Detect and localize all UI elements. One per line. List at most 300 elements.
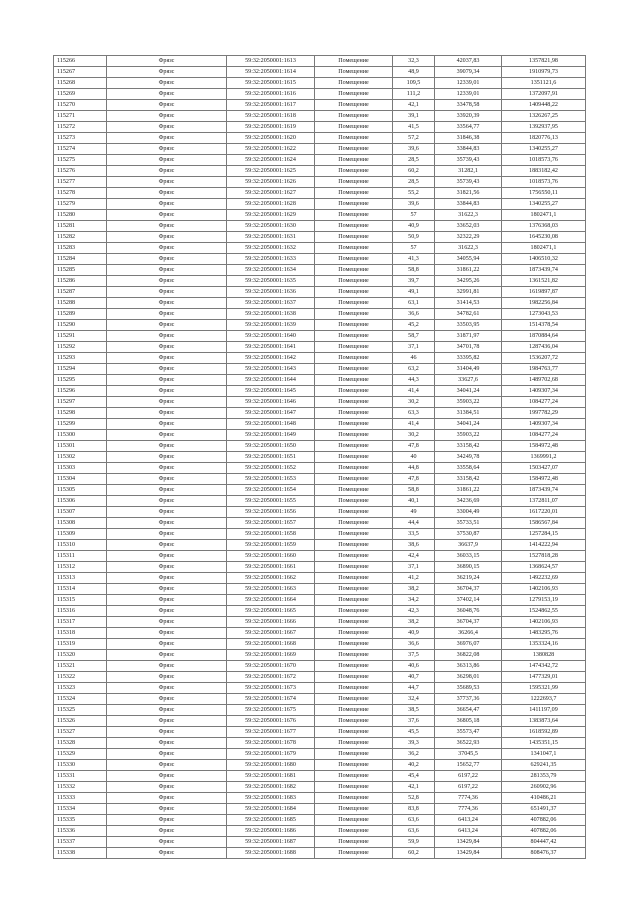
record-id-cell: 115329 bbox=[54, 749, 107, 760]
cadastral-value-cell: 1411197,09 bbox=[502, 705, 586, 716]
region-cell: Фрязс bbox=[107, 430, 227, 441]
cadastral-value-cell: 1984763,77 bbox=[502, 364, 586, 375]
unit-price-cell: 37402,14 bbox=[435, 595, 502, 606]
cadastral-number-cell: 59:32:2050001:1633 bbox=[227, 254, 315, 265]
record-id-cell: 115322 bbox=[54, 672, 107, 683]
record-id-cell: 115266 bbox=[54, 56, 107, 67]
table-row bbox=[54, 89, 586, 100]
unit-price-cell: 12339,01 bbox=[435, 89, 502, 100]
region-cell: Фрязс bbox=[107, 265, 227, 276]
region-cell: Фрязс bbox=[107, 705, 227, 716]
area-cell: 39,6 bbox=[393, 199, 435, 210]
cadastral-value-cell: 1326267,25 bbox=[502, 111, 586, 122]
cadastral-number-cell: 59:32:2050001:1642 bbox=[227, 353, 315, 364]
unit-price-cell: 35739,43 bbox=[435, 177, 502, 188]
area-cell: 83,8 bbox=[393, 804, 435, 815]
table-row bbox=[54, 199, 586, 210]
record-id-cell: 115287 bbox=[54, 287, 107, 298]
area-cell: 37,5 bbox=[393, 650, 435, 661]
cadastral-number-cell: 59:32:2050001:1645 bbox=[227, 386, 315, 397]
region-cell: Фрязс bbox=[107, 188, 227, 199]
record-id-cell: 115301 bbox=[54, 441, 107, 452]
table-row bbox=[54, 265, 586, 276]
region-cell: Фрязс bbox=[107, 551, 227, 562]
cadastral-value-cell: 1873439,74 bbox=[502, 265, 586, 276]
object-type-cell: Помещение bbox=[315, 650, 393, 661]
cadastral-number-cell: 59:32:2050001:1684 bbox=[227, 804, 315, 815]
region-cell: Фрязс bbox=[107, 738, 227, 749]
object-type-cell: Помещение bbox=[315, 78, 393, 89]
cadastral-number-cell: 59:32:2050001:1653 bbox=[227, 474, 315, 485]
area-cell: 45,4 bbox=[393, 771, 435, 782]
cadastral-number-cell: 59:32:2050001:1643 bbox=[227, 364, 315, 375]
area-cell: 40,2 bbox=[393, 760, 435, 771]
record-id-cell: 115310 bbox=[54, 540, 107, 551]
cadastral-value-cell: 1870884,64 bbox=[502, 331, 586, 342]
cadastral-value-cell: 1372097,91 bbox=[502, 89, 586, 100]
cadastral-number-cell: 59:32:2050001:1622 bbox=[227, 144, 315, 155]
table-row bbox=[54, 606, 586, 617]
cadastral-value-cell: 1477329,01 bbox=[502, 672, 586, 683]
cadastral-number-cell: 59:32:2050001:1654 bbox=[227, 485, 315, 496]
object-type-cell: Помещение bbox=[315, 210, 393, 221]
record-id-cell: 115325 bbox=[54, 705, 107, 716]
region-cell: Фрязс bbox=[107, 628, 227, 639]
cadastral-value-cell: 1018573,76 bbox=[502, 155, 586, 166]
area-cell: 48,9 bbox=[393, 67, 435, 78]
table-row bbox=[54, 727, 586, 738]
record-id-cell: 115333 bbox=[54, 793, 107, 804]
region-cell: Фрязс bbox=[107, 155, 227, 166]
record-id-cell: 115307 bbox=[54, 507, 107, 518]
cadastral-value-cell: 1802471,1 bbox=[502, 243, 586, 254]
object-type-cell: Помещение bbox=[315, 826, 393, 837]
table-row bbox=[54, 672, 586, 683]
object-type-cell: Помещение bbox=[315, 540, 393, 551]
area-cell: 38,5 bbox=[393, 705, 435, 716]
area-cell: 39,6 bbox=[393, 144, 435, 155]
object-type-cell: Помещение bbox=[315, 617, 393, 628]
unit-price-cell: 35573,47 bbox=[435, 727, 502, 738]
table-row bbox=[54, 309, 586, 320]
table-row bbox=[54, 617, 586, 628]
cadastral-value-cell: 1273043,53 bbox=[502, 309, 586, 320]
object-type-cell: Помещение bbox=[315, 331, 393, 342]
cadastral-number-cell: 59:32:2050001:1682 bbox=[227, 782, 315, 793]
cadastral-value-cell: 1802471,1 bbox=[502, 210, 586, 221]
area-cell: 32,4 bbox=[393, 694, 435, 705]
object-type-cell: Помещение bbox=[315, 397, 393, 408]
table-row bbox=[54, 573, 586, 584]
unit-price-cell: 42037,83 bbox=[435, 56, 502, 67]
unit-price-cell: 31861,22 bbox=[435, 265, 502, 276]
unit-price-cell: 34295,26 bbox=[435, 276, 502, 287]
area-cell: 58,8 bbox=[393, 485, 435, 496]
record-id-cell: 115298 bbox=[54, 408, 107, 419]
cadastral-number-cell: 59:32:2050001:1670 bbox=[227, 661, 315, 672]
record-id-cell: 115326 bbox=[54, 716, 107, 727]
table-row bbox=[54, 331, 586, 342]
table-row bbox=[54, 232, 586, 243]
cadastral-value-cell: 629241,35 bbox=[502, 760, 586, 771]
record-id-cell: 115277 bbox=[54, 177, 107, 188]
area-cell: 41,4 bbox=[393, 386, 435, 397]
table-row bbox=[54, 848, 586, 859]
region-cell: Фрязс bbox=[107, 848, 227, 859]
cadastral-value-cell: 1527818,28 bbox=[502, 551, 586, 562]
record-id-cell: 115274 bbox=[54, 144, 107, 155]
region-cell: Фрязс bbox=[107, 760, 227, 771]
table-row bbox=[54, 683, 586, 694]
record-id-cell: 115311 bbox=[54, 551, 107, 562]
table-row bbox=[54, 419, 586, 430]
record-id-cell: 115309 bbox=[54, 529, 107, 540]
area-cell: 41,2 bbox=[393, 573, 435, 584]
record-id-cell: 115304 bbox=[54, 474, 107, 485]
record-id-cell: 115296 bbox=[54, 386, 107, 397]
object-type-cell: Помещение bbox=[315, 243, 393, 254]
record-id-cell: 115337 bbox=[54, 837, 107, 848]
region-cell: Фрязс bbox=[107, 573, 227, 584]
object-type-cell: Помещение bbox=[315, 144, 393, 155]
cadastral-value-cell: 1883182,42 bbox=[502, 166, 586, 177]
region-cell: Фрязс bbox=[107, 331, 227, 342]
region-cell: Фрязс bbox=[107, 309, 227, 320]
cadastral-number-cell: 59:32:2050001:1675 bbox=[227, 705, 315, 716]
area-cell: 58,7 bbox=[393, 331, 435, 342]
cadastral-value-cell: 1340255,27 bbox=[502, 144, 586, 155]
table-row bbox=[54, 804, 586, 815]
cadastral-number-cell: 59:32:2050001:1660 bbox=[227, 551, 315, 562]
cadastral-value-cell: 1340255,27 bbox=[502, 199, 586, 210]
table-row bbox=[54, 628, 586, 639]
record-id-cell: 115308 bbox=[54, 518, 107, 529]
object-type-cell: Помещение bbox=[315, 496, 393, 507]
cadastral-value-cell: 1503427,07 bbox=[502, 463, 586, 474]
area-cell: 36,6 bbox=[393, 309, 435, 320]
object-type-cell: Помещение bbox=[315, 155, 393, 166]
cadastral-value-cell: 1489702,68 bbox=[502, 375, 586, 386]
record-id-cell: 115283 bbox=[54, 243, 107, 254]
object-type-cell: Помещение bbox=[315, 353, 393, 364]
table-row bbox=[54, 408, 586, 419]
region-cell: Фрязс bbox=[107, 474, 227, 485]
object-type-cell: Помещение bbox=[315, 760, 393, 771]
region-cell: Фрязс bbox=[107, 254, 227, 265]
region-cell: Фрязс bbox=[107, 419, 227, 430]
unit-price-cell: 33395,82 bbox=[435, 353, 502, 364]
record-id-cell: 115275 bbox=[54, 155, 107, 166]
table-row bbox=[54, 463, 586, 474]
unit-price-cell: 12339,01 bbox=[435, 78, 502, 89]
table-row bbox=[54, 562, 586, 573]
object-type-cell: Помещение bbox=[315, 639, 393, 650]
table-row bbox=[54, 375, 586, 386]
table-row bbox=[54, 496, 586, 507]
cadastral-value-cell: 407882,06 bbox=[502, 815, 586, 826]
area-cell: 37,1 bbox=[393, 562, 435, 573]
area-cell: 38,2 bbox=[393, 584, 435, 595]
area-cell: 50,9 bbox=[393, 232, 435, 243]
table-row bbox=[54, 518, 586, 529]
object-type-cell: Помещение bbox=[315, 298, 393, 309]
object-type-cell: Помещение bbox=[315, 287, 393, 298]
record-id-cell: 115319 bbox=[54, 639, 107, 650]
record-id-cell: 115312 bbox=[54, 562, 107, 573]
table-row bbox=[54, 276, 586, 287]
cadastral-number-cell: 59:32:2050001:1674 bbox=[227, 694, 315, 705]
area-cell: 28,5 bbox=[393, 177, 435, 188]
record-id-cell: 115281 bbox=[54, 221, 107, 232]
record-id-cell: 115324 bbox=[54, 694, 107, 705]
record-id-cell: 115267 bbox=[54, 67, 107, 78]
unit-price-cell: 33844,83 bbox=[435, 199, 502, 210]
region-cell: Фрязс bbox=[107, 463, 227, 474]
object-type-cell: Помещение bbox=[315, 793, 393, 804]
cadastral-number-cell: 59:32:2050001:1639 bbox=[227, 320, 315, 331]
unit-price-cell: 34701,78 bbox=[435, 342, 502, 353]
cadastral-number-cell: 59:32:2050001:1687 bbox=[227, 837, 315, 848]
unit-price-cell: 31871,97 bbox=[435, 331, 502, 342]
cadastral-number-cell: 59:32:2050001:1636 bbox=[227, 287, 315, 298]
object-type-cell: Помещение bbox=[315, 705, 393, 716]
region-cell: Фрязс bbox=[107, 408, 227, 419]
area-cell: 44,4 bbox=[393, 518, 435, 529]
area-cell: 57 bbox=[393, 210, 435, 221]
table-row bbox=[54, 243, 586, 254]
cadastral-value-cell: 1222693,7 bbox=[502, 694, 586, 705]
cadastral-number-cell: 59:32:2050001:1663 bbox=[227, 584, 315, 595]
area-cell: 42,3 bbox=[393, 606, 435, 617]
area-cell: 58,8 bbox=[393, 265, 435, 276]
cadastral-number-cell: 59:32:2050001:1624 bbox=[227, 155, 315, 166]
table-row bbox=[54, 826, 586, 837]
cadastral-number-cell: 59:32:2050001:1649 bbox=[227, 430, 315, 441]
unit-price-cell: 32322,29 bbox=[435, 232, 502, 243]
record-id-cell: 115276 bbox=[54, 166, 107, 177]
region-cell: Фрязс bbox=[107, 826, 227, 837]
cadastral-value-cell: 260902,96 bbox=[502, 782, 586, 793]
region-cell: Фрязс bbox=[107, 562, 227, 573]
area-cell: 42,4 bbox=[393, 551, 435, 562]
area-cell: 28,5 bbox=[393, 155, 435, 166]
cadastral-number-cell: 59:32:2050001:1666 bbox=[227, 617, 315, 628]
table-row bbox=[54, 793, 586, 804]
region-cell: Фрязс bbox=[107, 232, 227, 243]
record-id-cell: 115318 bbox=[54, 628, 107, 639]
object-type-cell: Помещение bbox=[315, 441, 393, 452]
region-cell: Фрязс bbox=[107, 320, 227, 331]
object-type-cell: Помещение bbox=[315, 232, 393, 243]
unit-price-cell: 13429,84 bbox=[435, 848, 502, 859]
record-id-cell: 115306 bbox=[54, 496, 107, 507]
unit-price-cell: 33627,6 bbox=[435, 375, 502, 386]
object-type-cell: Помещение bbox=[315, 562, 393, 573]
region-cell: Фрязс bbox=[107, 89, 227, 100]
region-cell: Фрязс bbox=[107, 199, 227, 210]
cadastral-value-cell: 1492232,69 bbox=[502, 573, 586, 584]
record-id-cell: 115302 bbox=[54, 452, 107, 463]
object-type-cell: Помещение bbox=[315, 419, 393, 430]
object-type-cell: Помещение bbox=[315, 507, 393, 518]
cadastral-value-cell: 1409307,34 bbox=[502, 419, 586, 430]
area-cell: 63,6 bbox=[393, 826, 435, 837]
cadastral-value-cell: 1383873,64 bbox=[502, 716, 586, 727]
table-row bbox=[54, 320, 586, 331]
cadastral-number-cell: 59:32:2050001:1632 bbox=[227, 243, 315, 254]
cadastral-number-cell: 59:32:2050001:1678 bbox=[227, 738, 315, 749]
object-type-cell: Помещение bbox=[315, 342, 393, 353]
region-cell: Фрязс bbox=[107, 210, 227, 221]
record-id-cell: 115286 bbox=[54, 276, 107, 287]
cadastral-number-cell: 59:32:2050001:1665 bbox=[227, 606, 315, 617]
unit-price-cell: 35733,51 bbox=[435, 518, 502, 529]
unit-price-cell: 36805,18 bbox=[435, 716, 502, 727]
record-id-cell: 115294 bbox=[54, 364, 107, 375]
record-id-cell: 115314 bbox=[54, 584, 107, 595]
area-cell: 42,1 bbox=[393, 782, 435, 793]
object-type-cell: Помещение bbox=[315, 529, 393, 540]
cadastral-number-cell: 59:32:2050001:1673 bbox=[227, 683, 315, 694]
area-cell: 44,3 bbox=[393, 375, 435, 386]
region-cell: Фрязс bbox=[107, 100, 227, 111]
table-row bbox=[54, 551, 586, 562]
object-type-cell: Помещение bbox=[315, 364, 393, 375]
table-row bbox=[54, 100, 586, 111]
object-type-cell: Помещение bbox=[315, 320, 393, 331]
cadastral-value-cell: 1756550,11 bbox=[502, 188, 586, 199]
area-cell: 45,5 bbox=[393, 727, 435, 738]
object-type-cell: Помещение bbox=[315, 375, 393, 386]
record-id-cell: 115297 bbox=[54, 397, 107, 408]
area-cell: 63,6 bbox=[393, 815, 435, 826]
table-row bbox=[54, 177, 586, 188]
unit-price-cell: 34782,61 bbox=[435, 309, 502, 320]
object-type-cell: Помещение bbox=[315, 848, 393, 859]
cadastral-number-cell: 59:32:2050001:1626 bbox=[227, 177, 315, 188]
cadastral-value-cell: 281353,79 bbox=[502, 771, 586, 782]
table-row bbox=[54, 452, 586, 463]
object-type-cell: Помещение bbox=[315, 254, 393, 265]
area-cell: 49 bbox=[393, 507, 435, 518]
cadastral-number-cell: 59:32:2050001:1680 bbox=[227, 760, 315, 771]
table-row bbox=[54, 782, 586, 793]
cadastral-number-cell: 59:32:2050001:1620 bbox=[227, 133, 315, 144]
region-cell: Фрязс bbox=[107, 518, 227, 529]
object-type-cell: Помещение bbox=[315, 551, 393, 562]
cadastral-number-cell: 59:32:2050001:1625 bbox=[227, 166, 315, 177]
unit-price-cell: 34249,78 bbox=[435, 452, 502, 463]
table-row bbox=[54, 584, 586, 595]
cadastral-number-cell: 59:32:2050001:1677 bbox=[227, 727, 315, 738]
cadastral-value-cell: 1619897,87 bbox=[502, 287, 586, 298]
cadastral-value-cell: 1392937,95 bbox=[502, 122, 586, 133]
area-cell: 57 bbox=[393, 243, 435, 254]
cadastral-number-cell: 59:32:2050001:1627 bbox=[227, 188, 315, 199]
region-cell: Фрязс bbox=[107, 243, 227, 254]
record-id-cell: 115330 bbox=[54, 760, 107, 771]
area-cell: 33,5 bbox=[393, 529, 435, 540]
cadastral-value-cell: 1380828 bbox=[502, 650, 586, 661]
record-id-cell: 115300 bbox=[54, 430, 107, 441]
table-body bbox=[54, 56, 586, 859]
record-id-cell: 115293 bbox=[54, 353, 107, 364]
cadastral-number-cell: 59:32:2050001:1661 bbox=[227, 562, 315, 573]
object-type-cell: Помещение bbox=[315, 628, 393, 639]
region-cell: Фрязс bbox=[107, 133, 227, 144]
cadastral-value-cell: 1409307,34 bbox=[502, 386, 586, 397]
table-row bbox=[54, 529, 586, 540]
cadastral-value-cell: 407882,06 bbox=[502, 826, 586, 837]
region-cell: Фрязс bbox=[107, 683, 227, 694]
property-registry-table bbox=[53, 55, 586, 859]
cadastral-value-cell: 1287436,04 bbox=[502, 342, 586, 353]
unit-price-cell: 37737,36 bbox=[435, 694, 502, 705]
cadastral-value-cell: 1536207,72 bbox=[502, 353, 586, 364]
cadastral-value-cell: 1351121,6 bbox=[502, 78, 586, 89]
area-cell: 37,1 bbox=[393, 342, 435, 353]
cadastral-number-cell: 59:32:2050001:1659 bbox=[227, 540, 315, 551]
record-id-cell: 115272 bbox=[54, 122, 107, 133]
cadastral-number-cell: 59:32:2050001:1676 bbox=[227, 716, 315, 727]
table-row bbox=[54, 254, 586, 265]
area-cell: 63,2 bbox=[393, 364, 435, 375]
area-cell: 41,5 bbox=[393, 122, 435, 133]
region-cell: Фрязс bbox=[107, 386, 227, 397]
unit-price-cell: 33503,95 bbox=[435, 320, 502, 331]
unit-price-cell: 34041,24 bbox=[435, 419, 502, 430]
area-cell: 32,3 bbox=[393, 56, 435, 67]
record-id-cell: 115270 bbox=[54, 100, 107, 111]
table-row bbox=[54, 716, 586, 727]
unit-price-cell: 36704,37 bbox=[435, 584, 502, 595]
object-type-cell: Помещение bbox=[315, 573, 393, 584]
record-id-cell: 115320 bbox=[54, 650, 107, 661]
region-cell: Фрязс bbox=[107, 441, 227, 452]
region-cell: Фрязс bbox=[107, 353, 227, 364]
record-id-cell: 115331 bbox=[54, 771, 107, 782]
region-cell: Фрязс bbox=[107, 276, 227, 287]
record-id-cell: 115334 bbox=[54, 804, 107, 815]
object-type-cell: Помещение bbox=[315, 430, 393, 441]
unit-price-cell: 34236,69 bbox=[435, 496, 502, 507]
object-type-cell: Помещение bbox=[315, 804, 393, 815]
cadastral-value-cell: 1645230,08 bbox=[502, 232, 586, 243]
region-cell: Фрязс bbox=[107, 617, 227, 628]
cadastral-number-cell: 59:32:2050001:1648 bbox=[227, 419, 315, 430]
area-cell: 42,1 bbox=[393, 100, 435, 111]
record-id-cell: 115290 bbox=[54, 320, 107, 331]
unit-price-cell: 36298,01 bbox=[435, 672, 502, 683]
unit-price-cell: 36048,76 bbox=[435, 606, 502, 617]
cadastral-number-cell: 59:32:2050001:1640 bbox=[227, 331, 315, 342]
object-type-cell: Помещение bbox=[315, 188, 393, 199]
area-cell: 40,6 bbox=[393, 661, 435, 672]
table-row bbox=[54, 639, 586, 650]
area-cell: 37,6 bbox=[393, 716, 435, 727]
record-id-cell: 115321 bbox=[54, 661, 107, 672]
region-cell: Фрязс bbox=[107, 837, 227, 848]
cadastral-number-cell: 59:32:2050001:1629 bbox=[227, 210, 315, 221]
cadastral-number-cell: 59:32:2050001:1630 bbox=[227, 221, 315, 232]
region-cell: Фрязс bbox=[107, 221, 227, 232]
record-id-cell: 115328 bbox=[54, 738, 107, 749]
unit-price-cell: 36654,47 bbox=[435, 705, 502, 716]
record-id-cell: 115317 bbox=[54, 617, 107, 628]
unit-price-cell: 31282,1 bbox=[435, 166, 502, 177]
unit-price-cell: 31846,38 bbox=[435, 133, 502, 144]
unit-price-cell: 15652,77 bbox=[435, 760, 502, 771]
